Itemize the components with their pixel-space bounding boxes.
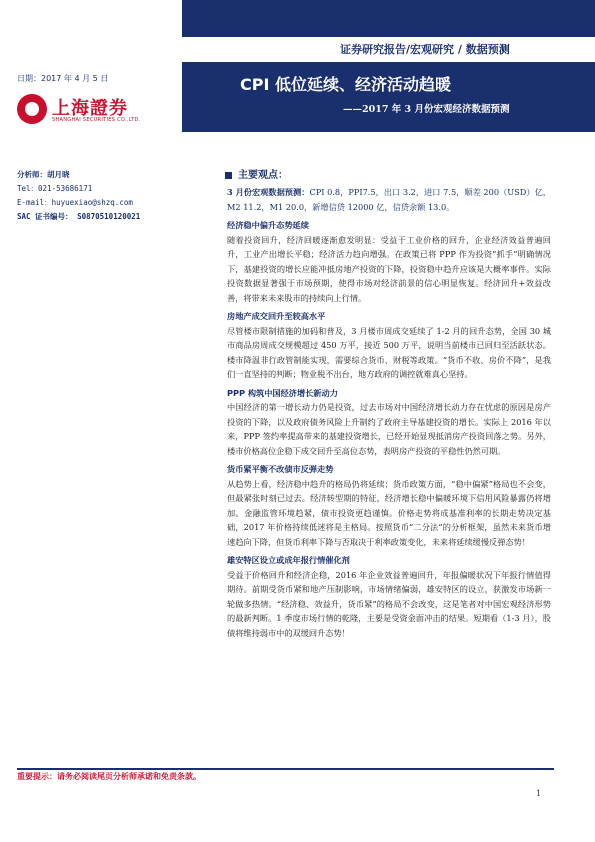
section-heading-text: 主要观点：	[238, 170, 288, 181]
paragraph-real-estate: 尽管楼市限制措施的加码和普及，3 月楼市周成交延续了 1-2 月的回升态势，全国 30 城市商品房周成交规模超过 450 万平，接近 500 万平，说明当前楼市已回归至活跃状态。楼市降温非行政管制能实现，需要综合货币、财税等政策。“货币不收、房价不降”，是我们一直坚持的判断；物业税不出台，地方政府的调控就难真心坚持。	[227, 325, 551, 379]
analyst-email: E-mail：huyuexiao@shzq.com	[17, 198, 133, 207]
top-banner	[182, 0, 595, 37]
heading-real-estate: 房地产成交回升至较高水平	[227, 311, 326, 321]
report-series-label: 证券研究报告/宏观研究 / 数据预测	[340, 43, 510, 56]
report-title: CPI 低位延续、经济活动趋暖	[240, 75, 451, 94]
paragraph-economy: 随着投资回升，经济回暖逐渐愈发明显：受益于工业价格的回升，企业经济效益普遍回升，工业产出增长平稳；经济活力趋向增强。在政策已将 PPP 作为投资“抓手”明确情况下，基建投资的增长应能冲抵房地产投资的下降，投资稳中趋升应该是大概率事件。实际投资数据显著强于市场预期，使得市场对经济前景的信心明显恢复。经济回升+效益改善，将带来未来股市的持续向上行情。	[227, 234, 551, 303]
footer-disclaimer: 重要提示：请务必阅读尾页分析师承诺和免责条款。	[17, 772, 201, 781]
analyst-info	[17, 168, 140, 224]
company-logo	[17, 94, 177, 128]
summary-lead: 3 月份宏观数据预测：	[227, 187, 310, 197]
heading-economy: 经济稳中偏升态势延续	[227, 220, 309, 230]
paragraph-xiongan: 受益于价格回升和经济企稳，2016 年企业效益普遍回升，年报偏暖状况下年报行情值得期待。前期受货币紧和地产压制影响，市场情绪偏弱，雄安特区的设立，获激发市场新一轮做多热情。“经济稳、效益升，货币紧”的格局不会改变，这是笔者对中国宏观经济形势的最新判断。1 季度市场行情的乾隆，主要是受资金面冲击的结果。短期看（1-3 月），股债将维持弱市中的双缓回升态势！	[227, 569, 551, 638]
heading-xiongan: 雄安特区设立或成年报行情催化剂	[227, 555, 350, 565]
analyst-sac-number: SAC 证书编号： S0870510120021	[17, 212, 141, 221]
logo-chinese-name: 上海證券	[52, 98, 128, 119]
heading-monetary: 货币紧平衡不改债市反弹走势	[227, 464, 334, 474]
logo-emblem-icon	[17, 94, 47, 124]
report-subtitle: ——2017 年 3 月份宏观经济数据预测	[343, 104, 510, 115]
logo-english-name: SHANGHAI SECURITIES CO.,LTD.	[52, 117, 141, 123]
paragraph-ppp: 中国经济的第一增长动力仍是投资，过去市场对中国经济增长动力存在忧虑的原因是房产投资的下降，以及政府债务风险上升制约了政府主导基建投资的增长。实际上 2016 年以来，PPP 签约率提高带来的基建投资增长，已经开始显现抵消房产投资回落之势。另外，楼市价格高位企稳下成交回升至高位态势，表明房产投资的平稳性仍然可期。	[227, 402, 551, 456]
summary-body: CPI 0.8，PPI7.5，出口 3.2，进口 7.5，顺差 200（USD）亿，M2 11.2，M1 20.0，新增信贷 12000 亿，信贷余额 13.0。	[227, 187, 551, 212]
page-number: 1	[536, 789, 542, 798]
section-heading	[225, 166, 288, 181]
summary-paragraph	[227, 185, 551, 214]
paragraph-monetary: 从趋势上看，经济稳中趋升的格局仍将延续；货币政策方面，“稳中偏紧”格局也不会变，但最紧张时刻已过去。经济转型期的特征，经济增长稳中偏暖环境下信用风险暴露仍将增加。金融监管环境趋紧，债市投资更趋谨慎。价格走势将成基准利率的长期走势决定基础，2017 年价格持续低迷将是主格局。按照货币“二分法”的分析框架，虽然未来货币增速趋向下降，但货币利率下降与否取决于利率政策变化，未来将延续缓慢反弹态势！	[227, 478, 551, 547]
heading-ppp: PPP 构筑中国经济增长新动力	[227, 387, 338, 398]
main-content	[227, 185, 551, 640]
footer-divider	[17, 768, 554, 770]
analyst-tel: Tel：021-53686171	[17, 184, 93, 193]
report-date: 日期：2017 年 4 月 5 日	[17, 74, 109, 83]
analyst-name: 分析师：胡月晓	[17, 170, 70, 179]
square-bullet-icon	[225, 172, 232, 179]
